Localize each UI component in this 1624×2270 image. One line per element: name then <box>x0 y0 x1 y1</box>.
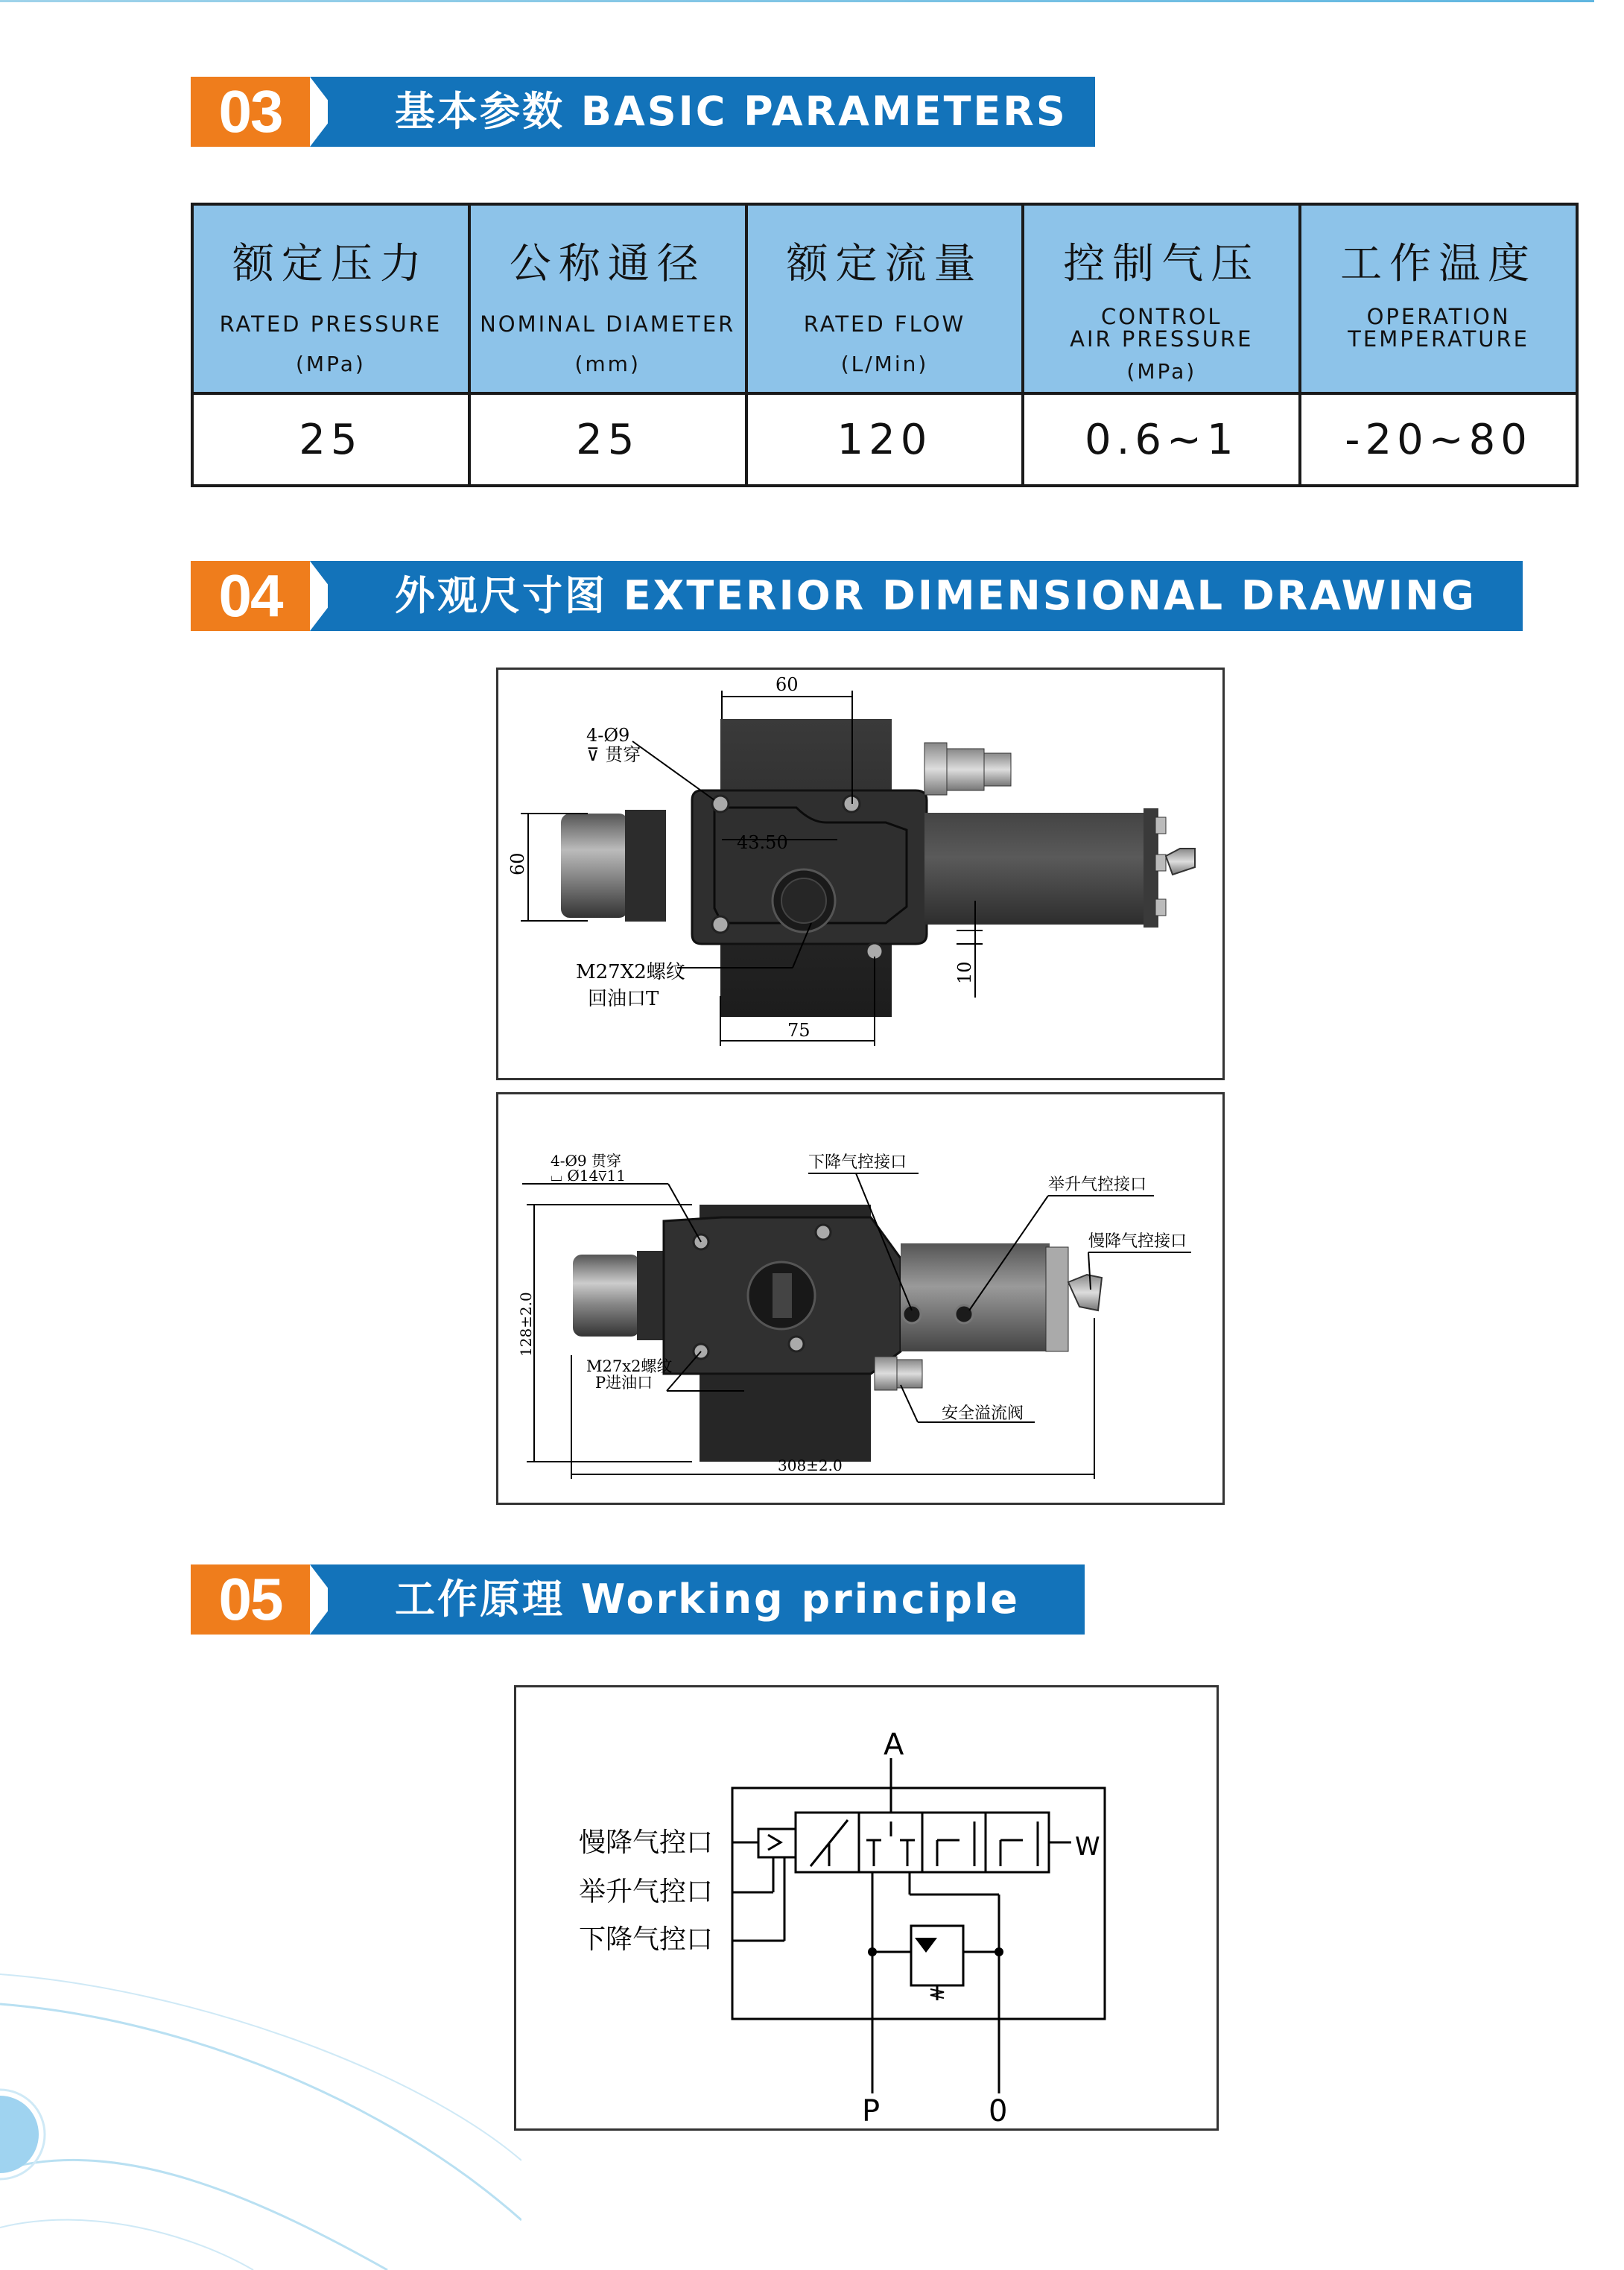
port-p-label: P <box>862 2094 881 2128</box>
section-header-05 <box>191 1564 1085 1635</box>
pneumatic-actuator <box>924 813 1148 925</box>
label-lifting-port: 举升气控接口 <box>1048 1176 1147 1194</box>
label-relief-valve: 安全溢流阀 <box>942 1404 1024 1423</box>
hydraulic-schematic <box>514 1685 1219 2131</box>
table-row <box>192 393 1577 486</box>
section-header-04 <box>191 561 1523 631</box>
label-lowering: 下降气控口 <box>579 1924 714 1955</box>
spring-label: W <box>1075 1832 1100 1862</box>
value-nominal-diameter: 25 <box>469 393 746 486</box>
basic-parameters-table <box>191 203 1579 487</box>
mount-hole <box>712 796 729 812</box>
table-header-row <box>192 204 1577 393</box>
background-arcs <box>0 1907 521 2270</box>
mount-hole <box>712 916 729 933</box>
pneumatic-actuator <box>901 1243 1050 1351</box>
header-control-air-pressure: 控制气压 CONTROL AIR PRESSURE (MPa) <box>1023 204 1300 393</box>
port-note: M27x2螺纹 <box>586 1357 673 1375</box>
front-view-drawing <box>498 670 1222 1078</box>
label-slow-lowering: 慢降气控口 <box>579 1827 714 1858</box>
cylinder-cap <box>573 1255 640 1337</box>
air-fitting <box>1166 849 1195 875</box>
dim-inner-label: 43.50 <box>737 832 788 853</box>
section-number: 03 <box>191 77 310 147</box>
dim-right-label: 10 <box>954 961 975 984</box>
schematic-diagram <box>516 1687 1217 2128</box>
header-rated-pressure: 额定压力 RATED PRESSURE (MPa) <box>192 204 469 393</box>
dim-length-label: 308±2.0 <box>778 1456 843 1474</box>
header-rated-flow: 额定流量 RATED FLOW (L/Min) <box>746 204 1024 393</box>
hole-note: ⌴ Ø14⊽11 <box>551 1167 626 1185</box>
label-lifting: 举升气控口 <box>579 1877 714 1907</box>
dim-bottom-label: 75 <box>787 1020 811 1041</box>
section-number: 04 <box>191 561 310 631</box>
relief-valve-nut <box>924 743 947 795</box>
value-control-air-pressure: 0.6~1 <box>1023 393 1300 486</box>
dim-top-label: 60 <box>775 674 799 695</box>
section-title: 外观尺寸图 EXTERIOR DIMENSIONAL DRAWING <box>328 561 1523 631</box>
relief-valve <box>875 1357 897 1390</box>
section-header-03 <box>191 77 1095 147</box>
header-nominal-diameter: 公称通径 NOMINAL DIAMETER (mm) <box>469 204 746 393</box>
port-note: M27X2螺纹 <box>576 961 685 983</box>
exterior-drawing-front <box>496 668 1225 1080</box>
top-view-drawing <box>498 1094 1222 1503</box>
exterior-drawing-top <box>496 1092 1225 1505</box>
value-rated-flow: 120 <box>746 393 1024 486</box>
hole-note: 4-Ø9 <box>586 725 630 746</box>
label-slow-lowering-port: 慢降气控接口 <box>1088 1232 1187 1251</box>
value-operation-temperature: -20~80 <box>1300 393 1577 486</box>
value-rated-pressure: 25 <box>192 393 469 486</box>
dim-left-label: 60 <box>507 852 528 875</box>
hole-note: ⊽ 贯穿 <box>586 744 641 765</box>
header-operation-temperature: 工作温度 OPERATION TEMPERATURE <box>1300 204 1577 393</box>
section-number: 05 <box>191 1564 310 1635</box>
cylinder-collar <box>625 810 666 922</box>
port-a-label: A <box>884 1728 904 1762</box>
cylinder-cap <box>561 814 628 918</box>
section-title: 基本参数 BASIC PARAMETERS <box>328 77 1095 147</box>
dim-height-label: 128±2.0 <box>517 1292 535 1357</box>
relief-arrow-icon <box>915 1938 937 1953</box>
top-rule <box>0 0 1594 2</box>
hole-note: 4-Ø9 贯穿 <box>551 1152 621 1170</box>
port-o-label: 0 <box>989 2094 1008 2128</box>
port-note: P进油口 <box>595 1374 653 1392</box>
port-note: 回油口T <box>588 988 659 1010</box>
label-lowering-port: 下降气控接口 <box>808 1153 907 1172</box>
section-title: 工作原理 Working principle <box>328 1564 1085 1635</box>
